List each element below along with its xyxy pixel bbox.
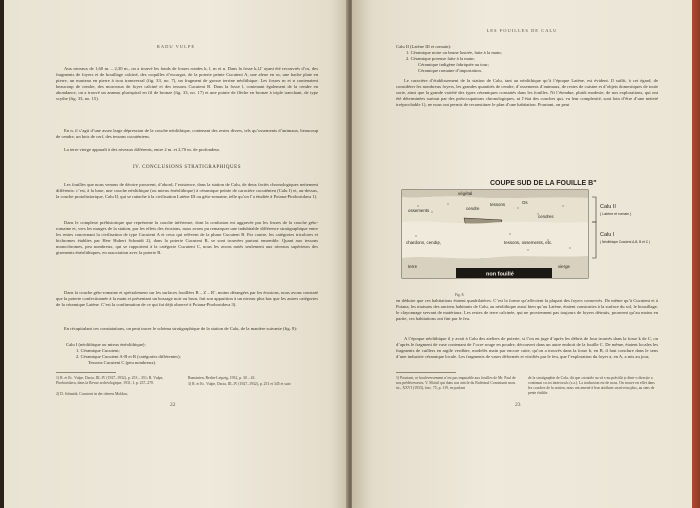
figure-title: COUPE SUD DE LA FOUILLE B" [490,180,597,187]
layer-label: cendre [466,206,480,211]
list-item: 1. Céramique noire ou brune lustrée, faite à la main; [406,50,502,56]
section-title: IV. CONCLUSIONS STRATIGRAPHIQUES [132,165,241,170]
stratigraphy-list [396,44,646,74]
paragraph: En n, il s’agit d’une assez large dépression de la couche néolithique, contenant des restes divers, tels qu’ossements d’animaux, beaucoup de cendre, un bois de cerf, des tessons cucuténiens. [56,128,318,140]
stratigraphy-list [66,342,316,366]
layer-label: ossements [408,208,430,213]
layer-label: Os [522,200,528,205]
list-item: Céramique indigène fabriquée au tour; [418,62,489,68]
footnote: 1) R. et Ec. Vulpe, Dacia, III–IV (1927–1932), p. 253 – 351; R. Vulpe, Piroboridava, dans la Revue archéologique, 1931, I, p. 237–270. [56,376,164,385]
paragraph: Dans le complexe préhistorique que représente la couche inférieure, dont la confusion est aggravée par les fosses de la couche géto-romaine et, vers les marges de la station, par les effets des érosions, nous avons pu remarquer une indubitable différence stratigraphique entre les restes concernant la civilisation de type Cucuteni A et ceux qui relèvent de la phase Cucuteni B. Par contre, les catégories tricolores et bichromes établies par Herr Hubert Schmidt 2), dans la poterie Cucuteni B, se sont trouvées partout ensemble. Quant aux tessons monochromes, peu nombreux, qui se rapportent à la catégorie Cucuteni C, nous les avons notés seulement aux niveaux supérieurs des gisements énéolithiques, en association avec la poterie B. [56,220,318,256]
paragraph: En récapitulant ces constatations, on peut tracer le schéma stratigraphique de la station de Calu, de la manière suivante (fig. 8): [64,326,298,331]
paragraph: en déduire que ces habitations étaient quadrilatères. C’est la forme qu’affectent la plupart des foyers conservés. De même qu’à Cucuteni et à Poiana, les maisons des anciens habitants de Calu, au néolithique aussi bien qu’au Latène, étaient construites à la surface du sol, le bousillage, le clayonnage servant de matériaux. Les restes de terre calcinée, qui ne proviennent pas toujours de foyers détruits, prouvent qu’au moins en partie, ces habitations ont fini par le feu. [396,298,658,322]
list-item: 1. Céramique Cucuteni; [76,348,120,354]
footnote: 3) R. et Ec. Vulpe, Dacia, III–IV (1927–1932), p. 251 et 345 et suiv. [188,382,292,386]
footnote: 2) D. Schmidt, Cucuteni in der oberen Moldau, [56,392,128,396]
calu-ii-sublabel: ( Latène et romain ) [600,212,632,216]
list-item: 2. Céramique poreuse faite à la main; [406,56,475,62]
running-head-left: RADU VULPE [156,44,196,49]
calu-i-bracket [592,222,596,258]
book-cover-edge [692,0,700,508]
layer-label: chardons, cendre, [406,240,442,245]
vegetal-layer [402,190,588,198]
calu-i-sublabel: ( Néolithique Cucuteni A-B, B et C ) [600,240,650,244]
figure-caption: Fig. 8. [455,293,465,297]
page-number: 22 [170,402,176,408]
footnote-rule [56,372,116,373]
footnote: 1) Pourtant, ce bouleversement n’est pas imputable aux fouilles de Mr. Paul de nos prédécesseurs. V. Moisil qui dans son article du Buletinul Comisiunii mon. ist., XXVI (1933), fasc. 75, p. 119, en parlant [396,376,516,390]
layer-label: végétal [458,191,473,196]
paragraph: Les fouilles que nous venons de décrire prouvent, d’abord, l’existence, dans la station de Calu, de deux faciès chronologiques nettement différents: c’est, à la base, une couche néolithique (ou mieux énéolithique) à céramique peinte de caractère cucuténien (Calu I) et, au-dessus, la couche protohistorique, Calu II, qui se rattache à la civilisation Latène III ou géto-romaine, telle qu’on l’a étudiée à Poiana-Piroboridava 1). [56,182,318,200]
page-number: 23 [515,402,521,408]
calu-ii-bracket [592,197,596,222]
calu-ii-label: Calu II [600,204,616,210]
footnote-rule [396,372,456,373]
stratigraphic-section-figure [398,178,660,290]
footnote: de la stratigraphie de Calu, dit que «stratele au vă s-au prăvălit și dintr-o direcție a continuat cu tot interiorul» (s.a.). La traduction est de nous. On trouve en effet dans les couches de la station, nous ont amené à leur attribuer un niveau plus, au sens de pente établie. [528,376,655,395]
paragraph: Le caractère d’établissement de la station de Calu, tant au néolithique qu’à l’époque Latène, est évident. Il suffit, à cet égard, de considérer les nombreux foyers, les grandes quantités de cendre, d’ossements d’animaux, de restes de cuisine et d’objets domestiques de toute sorte, ainsi que la grande variété des types céramiques constatés dans les fouilles. Ni l’étendue, plutôt modeste, de nos explorations, qui ont été déterminées surtout par des préoccupations chronologiques, ni l’état des couches qui, vu leur complexité, sont loin d’être d’une netteté irréprochable 1), ne nous ont permis de reconstituer le plan d’une habitation. Pourtant, on peut [396,78,658,108]
list-item: 2. Céramique Cucuteni A-B et B (catégories différentes); [76,354,181,360]
paragraph: Dans la couche géto-romaine et spécialement sur les surfaces fouillées B – Z – B’, moins dérangées par les érosions, nous avons constaté que la poterie confectionnée à la main et présentant un bossage noir ou brun, fait son apparition à un niveau plus bas que les autres catégories de la céramique Latène. C’est la confirmation de ce qui fut déjà observé à Poiana-Piroboridava 3). [56,290,318,308]
layer-label: vierge [558,264,570,269]
layer-label: terre [408,264,418,269]
list-item: Tessons Cucuteni C (peu nombreux). [88,360,157,366]
calu-i-label: Calu I [600,232,615,238]
paragraph: Aux niveaux de 1,60 m. – 2,30 m., on a trouvé les fonds de fosses rondes k, l, m et n. Dans la fosse k,l,l’ ayant été recouvrés d’os, des fragments de foyers et de bouillage calciné, des coquilles d’escargot, de la poterie peinte Cucuteni A, une aleue en os, une hache plate en pierre, un marteau en pierre à trou transversal (fig. 33, no. 7), un fragment de grosse terrine néolithique. Les fosses m et n contenaient beaucoup de cendre, des morceaux de foyer calciné et des tessons Cucuteni B. Dans la fosse l, contenant également de la cendre en abondance, on a trouvé un anneau plurispiral en fil de bronze (fig. 33, no. 17) et une pointe de flèche en bronze à triple tranchant, de type scythe (fig. 33, no. 15). [56,66,318,102]
paragraph: La terre vierge apparaît à des niveaux différents, entre 2 m. et 2,70 m. de profondeur. [64,147,220,152]
list-item: Céramique romaine d’importation. [418,68,482,74]
paragraph: A l’époque néolithique il y avait à Calu des ateliers de poterie, si l’on en juge d’après les débris de four trouvés dans la fosse k de C, ou d’après le fragment de vase contenant de l’ocre rouge en poudre, découvert dans un autre endroit de la fouille C. De même, étaient locales les fragments de cuillers en argile verdâtre, modelés main par encore cuite, qu’on a trouvés dans la fosse b, en B, il faut conclure dans le sens d’une industrie céramique locale. Les fragments de vases déformés et vitrifiés par le feu, que l’exploration du foyer a, en A, a mis au jour, [396,336,658,360]
unexcavated-label: non fouillé [486,271,514,278]
layer-label: tessons [490,202,506,207]
left-page [4,0,348,508]
list-item: Calu II (Latène III et romain): [396,44,452,49]
footnote: Rumänien, Berlin-Leipzig, 1932, p. 30 – 43. [188,376,256,380]
list-item: Calu I (néolithique ou mieux énéolithique): [66,342,146,347]
layer-label: cendres [538,214,554,219]
layer-label: tessons, ossements, etc. [504,240,553,245]
running-head-right: LES FOUILLES DE CALU [486,28,558,33]
